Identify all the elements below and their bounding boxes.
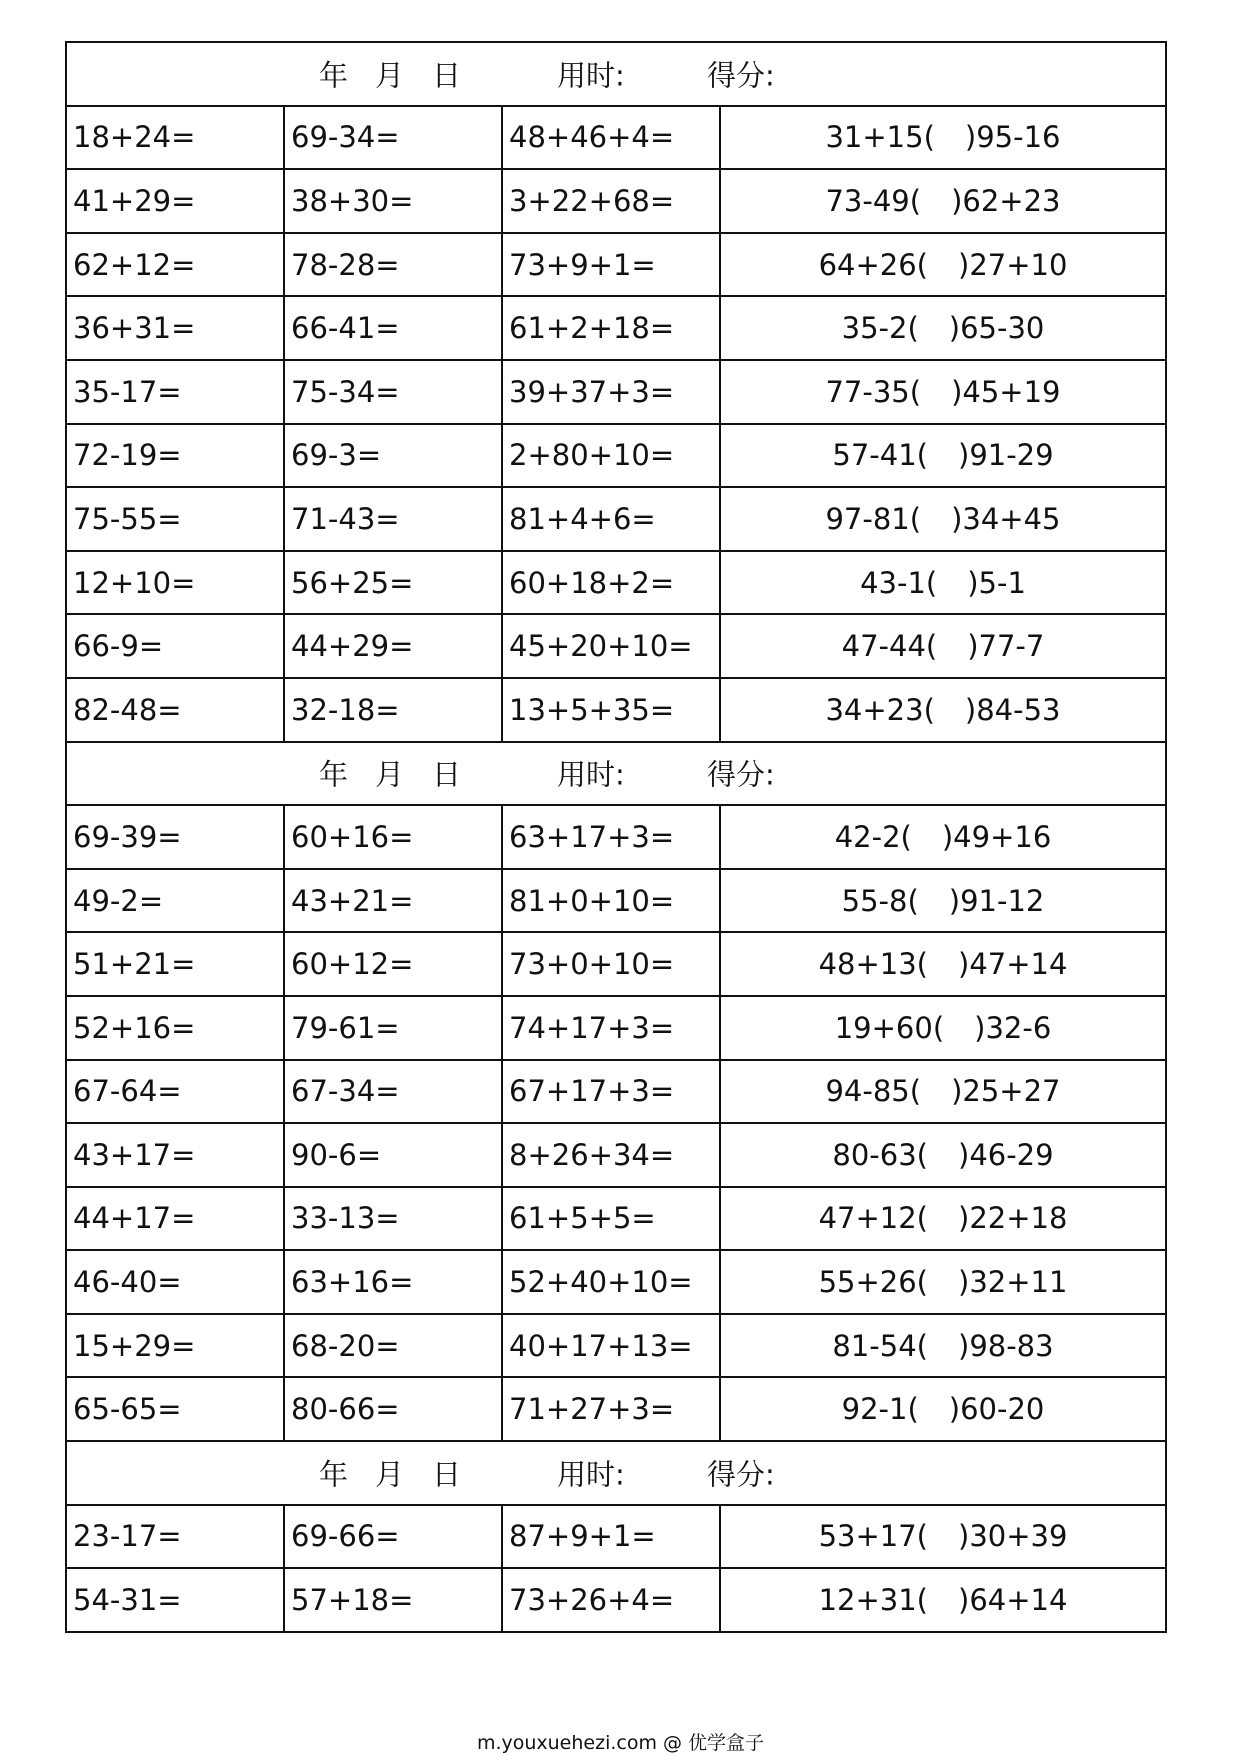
worksheet-table [65,41,1167,1633]
comparison-left: 19+60( [834,1010,945,1045]
problem-cell: 73+0+10= [502,932,720,996]
problem-cell: 75-55= [66,487,284,551]
problem-row [66,996,1166,1060]
comparison-cell [720,678,1166,742]
comparison-right: )34+45 [951,501,1061,536]
comparison-right: )91-12 [948,883,1045,918]
comparison-left: 57-41( [832,438,928,473]
problem-cell: 63+16= [284,1250,502,1314]
comparison-left: 55-8( [841,883,919,918]
problem-cell: 43+17= [66,1123,284,1187]
problem-row [66,1314,1166,1378]
problem-cell: 65-65= [66,1377,284,1441]
problem-row [66,1123,1166,1187]
problem-cell: 67+17+3= [502,1060,720,1124]
comparison-left: 35-2( [841,311,919,346]
problem-row [66,233,1166,297]
problem-cell: 46-40= [66,1250,284,1314]
problem-row [66,106,1166,170]
problem-cell: 71+27+3= [502,1377,720,1441]
problem-cell: 79-61= [284,996,502,1060]
comparison-cell [720,805,1166,869]
comparison-cell [720,487,1166,551]
problem-cell: 36+31= [66,296,284,360]
problem-cell: 39+37+3= [502,360,720,424]
problem-cell: 80-66= [284,1377,502,1441]
comparison-right: )45+19 [951,374,1061,409]
time-used-label: 用时: [557,58,625,93]
problem-cell: 38+30= [284,169,502,233]
problem-cell: 69-34= [284,106,502,170]
problem-cell: 23-17= [66,1505,284,1569]
comparison-left: 48+13( [818,947,928,982]
comparison-cell [720,869,1166,933]
comparison-cell [720,169,1166,233]
comparison-right: )49+16 [941,819,1052,854]
comparison-cell [720,106,1166,170]
comparison-right: )98-83 [958,1328,1054,1363]
day-label: 日 [432,58,462,93]
comparison-cell [720,1060,1166,1124]
problem-cell: 66-9= [66,614,284,678]
score-label: 得分: [707,1457,775,1492]
comparison-cell [720,1377,1166,1441]
problem-cell: 32-18= [284,678,502,742]
problem-cell: 3+22+68= [502,169,720,233]
problem-cell: 69-66= [284,1505,502,1569]
section-header-row [66,1441,1166,1505]
comparison-cell [720,1568,1166,1632]
problem-cell: 18+24= [66,106,284,170]
problem-cell: 87+9+1= [502,1505,720,1569]
comparison-left: 64+26( [818,247,928,282]
comparison-left: 94-85( [825,1074,922,1109]
problem-cell: 60+16= [284,805,502,869]
section-header-content [67,43,1165,105]
section-header [66,742,1166,806]
year-label: 年 [319,1457,349,1492]
comparison-left: 80-63( [832,1137,928,1172]
section-header-row [66,742,1166,806]
problem-row [66,551,1166,615]
problem-cell: 35-17= [66,360,284,424]
problem-cell: 49-2= [66,869,284,933]
comparison-left: 43-1( [860,565,938,600]
comparison-right: )22+18 [958,1201,1068,1236]
comparison-cell [720,233,1166,297]
score-label: 得分: [707,757,775,792]
problem-cell: 61+5+5= [502,1187,720,1251]
problem-row [66,487,1166,551]
comparison-right: )47+14 [958,947,1068,982]
month-label: 月 [375,58,405,93]
problem-cell: 44+29= [284,614,502,678]
comparison-left: 53+17( [818,1519,928,1554]
problem-row [66,1568,1166,1632]
problem-cell: 69-3= [284,424,502,488]
comparison-left: 81-54( [832,1328,928,1363]
year-label: 年 [319,58,349,93]
comparison-right: )32-6 [974,1010,1052,1045]
problem-row [66,805,1166,869]
problem-row [66,869,1166,933]
comparison-right: )32+11 [958,1265,1068,1300]
problem-cell: 75-34= [284,360,502,424]
month-label: 月 [375,1457,405,1492]
comparison-right: )60-20 [948,1392,1045,1427]
comparison-right: )62+23 [951,183,1061,218]
comparison-left: 12+31( [818,1583,928,1618]
problem-cell: 69-39= [66,805,284,869]
problem-row [66,424,1166,488]
problem-cell: 62+12= [66,233,284,297]
problem-cell: 74+17+3= [502,996,720,1060]
problem-cell: 57+18= [284,1568,502,1632]
problem-cell: 60+12= [284,932,502,996]
problem-row [66,360,1166,424]
problem-cell: 33-13= [284,1187,502,1251]
problem-cell: 60+18+2= [502,551,720,615]
year-label: 年 [319,757,349,792]
score-label: 得分: [707,58,775,93]
comparison-cell [720,996,1166,1060]
problem-cell: 67-64= [66,1060,284,1124]
comparison-cell [720,360,1166,424]
comparison-cell [720,1314,1166,1378]
problem-row [66,169,1166,233]
section-header-content [67,1442,1165,1504]
problem-cell: 54-31= [66,1568,284,1632]
problem-cell: 81+0+10= [502,869,720,933]
comparison-left: 31+15( [825,120,935,155]
problem-row [66,678,1166,742]
problem-cell: 51+21= [66,932,284,996]
comparison-left: 55+26( [818,1265,928,1300]
problem-cell: 43+21= [284,869,502,933]
comparison-left: 47-44( [841,629,938,664]
section-header-row [66,42,1166,106]
problem-cell: 78-28= [284,233,502,297]
problem-cell: 12+10= [66,551,284,615]
comparison-right: )46-29 [958,1137,1054,1172]
problem-cell: 73+26+4= [502,1568,720,1632]
problem-row [66,1250,1166,1314]
problem-cell: 66-41= [284,296,502,360]
problem-cell: 44+17= [66,1187,284,1251]
problem-cell: 52+16= [66,996,284,1060]
comparison-left: 34+23( [825,692,935,727]
problem-cell: 13+5+35= [502,678,720,742]
comparison-cell [720,1187,1166,1251]
comparison-cell [720,614,1166,678]
comparison-right: )77-7 [967,629,1045,664]
comparison-right: )30+39 [958,1519,1068,1554]
footer-watermark: m.youxuehezi.com @ 优学盒子 [476,1732,765,1754]
comparison-left: 47+12( [818,1201,928,1236]
month-label: 月 [375,757,405,792]
problem-row [66,932,1166,996]
problem-cell: 8+26+34= [502,1123,720,1187]
comparison-right: )95-16 [964,120,1061,155]
problem-row [66,1505,1166,1569]
comparison-right: )27+10 [958,247,1068,282]
problem-cell: 41+29= [66,169,284,233]
comparison-cell [720,1123,1166,1187]
section-header [66,42,1166,106]
comparison-left: 73-49( [825,183,922,218]
comparison-cell [720,551,1166,615]
comparison-right: )25+27 [951,1074,1061,1109]
problem-cell: 63+17+3= [502,805,720,869]
day-label: 日 [432,1457,462,1492]
problem-cell: 71-43= [284,487,502,551]
comparison-right: )64+14 [958,1583,1068,1618]
comparison-right: )5-1 [967,565,1026,600]
day-label: 日 [432,757,462,792]
problem-row [66,296,1166,360]
comparison-cell [720,296,1166,360]
problem-cell: 52+40+10= [502,1250,720,1314]
problem-cell: 2+80+10= [502,424,720,488]
problem-cell: 61+2+18= [502,296,720,360]
comparison-right: )91-29 [958,438,1054,473]
comparison-cell [720,932,1166,996]
problem-cell: 68-20= [284,1314,502,1378]
comparison-cell [720,424,1166,488]
comparison-cell [720,1505,1166,1569]
problem-cell: 82-48= [66,678,284,742]
problem-cell: 48+46+4= [502,106,720,170]
problem-cell: 90-6= [284,1123,502,1187]
problem-cell: 67-34= [284,1060,502,1124]
problem-cell: 40+17+13= [502,1314,720,1378]
problem-cell: 56+25= [284,551,502,615]
problem-cell: 73+9+1= [502,233,720,297]
comparison-left: 92-1( [841,1392,919,1427]
comparison-left: 77-35( [825,374,922,409]
comparison-right: )65-30 [948,311,1045,346]
comparison-left: 97-81( [825,501,922,536]
problem-cell: 81+4+6= [502,487,720,551]
time-used-label: 用时: [557,757,625,792]
comparison-right: )84-53 [964,692,1061,727]
comparison-cell [720,1250,1166,1314]
problem-row [66,614,1166,678]
time-used-label: 用时: [557,1457,625,1492]
problem-cell: 45+20+10= [502,614,720,678]
problem-cell: 15+29= [66,1314,284,1378]
section-header-content [67,743,1165,805]
problem-row [66,1377,1166,1441]
section-header [66,1441,1166,1505]
problem-row [66,1060,1166,1124]
problem-row [66,1187,1166,1251]
problem-cell: 72-19= [66,424,284,488]
comparison-left: 42-2( [834,819,912,854]
